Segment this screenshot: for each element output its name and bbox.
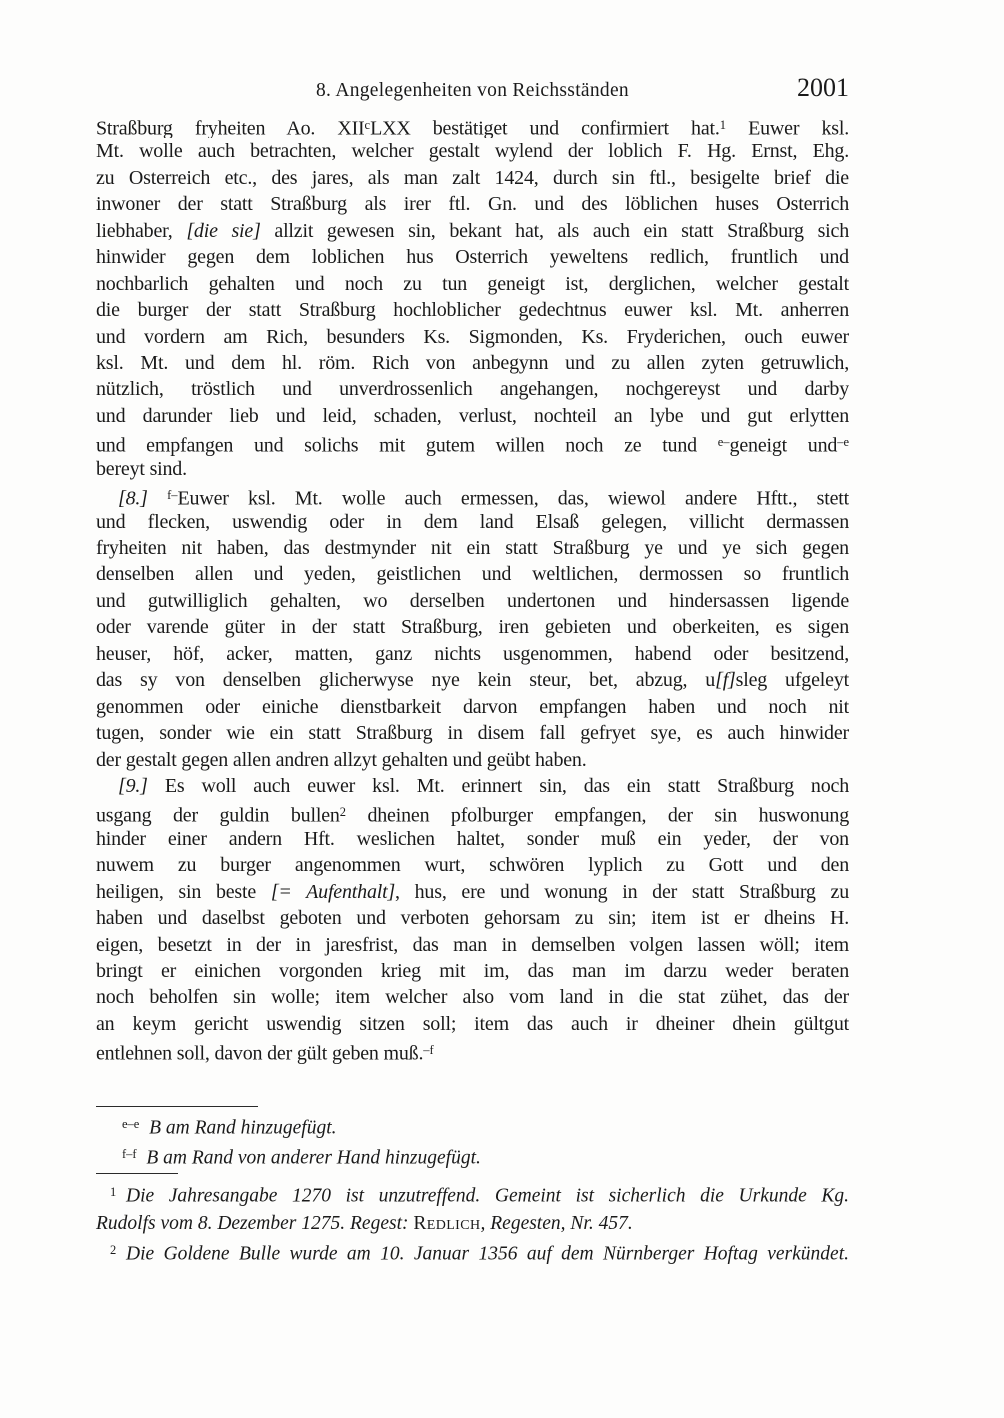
body-text-line: bringt er einichen vorgonden krieg mit im, das man im darzu weder beraten	[96, 960, 849, 982]
body-text-line: inwoner der statt Straßburg als irer ftl. Gn. und des löblichen huses Osterrich	[96, 193, 849, 216]
body-text-line: bereyt sind.	[96, 457, 187, 480]
body-text-line: [9.] Es woll auch euwer ksl. Mt. erinnert sin, das ein statt Straßburg noch	[118, 774, 849, 797]
body-text-line: und flecken, uswendig oder in dem land Elsaß gelegen, villicht dermassen	[96, 510, 849, 533]
body-text-line: oder varende güter in der statt Straßburg, iren gebieten und oberkeiten, es sigen	[96, 616, 849, 639]
body-text-line: nuwem zu burger angenommen wurt, schwören lyplich zu Gott und den	[96, 854, 849, 877]
body-text-line: heiligen, sin beste [= Aufenthalt], hus, ere und wonung in der statt Straßburg zu	[96, 880, 849, 903]
apparatus-note: $^{f-f}$ B am Rand von anderer Hand hinzugefügt.	[122, 1147, 481, 1169]
body-text-line: und empfangen und solichs mit gutem willen noch ze tund $^{e-}$geneigt und$^{-e}$	[96, 434, 849, 456]
critical-apparatus	[96, 1106, 849, 1172]
body-text-line: noch beholfen sin wolle; item welcher also vom land in die stat zühet, das der	[96, 986, 849, 1009]
body-text-line: haben und daselbst geboten und verboten gehorsam zu sin; item ist er dheins H.	[96, 907, 849, 930]
body-text-line: heuser, höf, acker, matten, ganz nichts usgenommen, habend oder besitzend,	[96, 642, 849, 665]
apparatus-note: $^{e-e}$ B am Rand hinzugefügt.	[122, 1117, 337, 1139]
apparatus-note-list	[96, 1111, 849, 1172]
body-text-line: [8.] $^{f-}$Euwer ksl. Mt. wolle auch ermessen, das, wiewol andere Hftt., stett	[118, 487, 849, 509]
footnotes	[96, 1173, 849, 1268]
body-text-line: fryheiten nit haben, das destmynder nit ein statt Straßburg ye und ye sich gegen	[96, 537, 849, 559]
body-text-line: nochbarlich gehalten und noch zu tun geneigt ist, derglichen, welcher gestalt	[96, 272, 849, 295]
body-text-line: und darunder lieb und leid, schaden, verlust, nochteil an lybe und gut erlytten	[96, 404, 849, 427]
footnote-divider-rule	[96, 1173, 178, 1174]
main-text-block	[96, 112, 849, 1064]
footnote-line: $^1$ Die Jahresangabe 1270 ist unzutreffend. Gemeint ist sicherlich die Urkunde Kg.	[110, 1185, 849, 1207]
body-text-line: hinwider gegen dem loblichen hus Osterrich yeweltens redlich, fruntlich und	[96, 246, 849, 269]
body-text-line: usgang der guldin bullen$^2$ dheinen pfolburger empfangen, der sin huswonung	[96, 804, 849, 826]
body-text-line: ksl. Mt. und dem hl. röm. Rich von anbegynn und zu allen zyten getruwlich,	[96, 351, 849, 374]
body-text-line: eigen, besetzt in der in jaresfrist, das man in demselben volgen lassen wöll; item	[96, 933, 849, 956]
body-text-line: und gutwilliglich gehalten, wo derselben undertonen und hindersassen ligende	[96, 589, 849, 612]
footnote-list	[96, 1179, 849, 1268]
body-text-line: entlehnen soll, davon der gült geben muß.$^{-f}$	[96, 1042, 434, 1064]
body-text-line: liebhaber, [die sie] allzit gewesen sin, bekant hat, als auch ein statt Straßburg sich	[96, 219, 849, 242]
running-head: 8. Angelegenheiten von Reichsständen	[316, 80, 629, 101]
footnote-line: Rudolfs vom 8. Dezember 1275. Regest: Redlich, Regesten, Nr. 457.	[96, 1212, 633, 1234]
body-text-line: die burger der statt Straßburg hochloblicher gedechtnus euwer ksl. Mt. anherren	[96, 299, 849, 322]
body-text-line: tugen, sonder wie ein statt Straßburg in disem fall gefryet sye, es auch hinwider	[96, 722, 849, 745]
apparatus-divider-rule	[96, 1106, 258, 1107]
body-text-line: genommen oder einiche dienstbarkeit darvon empfangen haben und noch nit	[96, 695, 849, 718]
body-text-line: der gestalt gegen allen andren allzyt gehalten und geübt haben.	[96, 748, 587, 771]
body-text-line: hinder einer andern Hft. weslichen haltet, sonder muß ein yeder, der von	[96, 827, 849, 850]
body-text-line: zu Osterreich etc., des jares, als man zalt 1424, durch sin ftl., besigelte brief die	[96, 166, 849, 189]
body-text-line: nützlich, tröstlich und unverdrossenlich angehangen, nochgereyst und darby	[96, 378, 849, 401]
body-text-line: Mt. wolle auch betrachten, welcher gestalt wylend der loblich F. Hg. Ernst, Ehg.	[96, 140, 849, 163]
body-text-line: und vordern am Rich, besunders Ks. Sigmonden, Ks. Fryderichen, ouch euwer	[96, 325, 849, 348]
footnote-line: $^2$ Die Goldene Bulle wurde am 10. Januar 1356 auf dem Nürnberger Hoftag verkündet.	[110, 1243, 849, 1265]
body-text-line: an keym gericht uswendig sitzen soll; item das auch ir dheiner dhein gültgut	[96, 1012, 849, 1035]
body-text-line: Straßburg fryheiten Ao. XII$^c$LXX bestätiget und confirmiert hat.$^1$ Euwer ksl.	[96, 117, 849, 139]
page-header	[96, 73, 849, 112]
page-number: 2001	[797, 73, 849, 102]
body-text-line: denselben allen und yeden, geistlichen und weltlichen, dermossen so fruntlich	[96, 563, 849, 586]
body-text-line: das sy von denselben glicherwyse nye kein steur, bet, abzug, u[f]sleg ufgeleyt	[96, 669, 849, 692]
